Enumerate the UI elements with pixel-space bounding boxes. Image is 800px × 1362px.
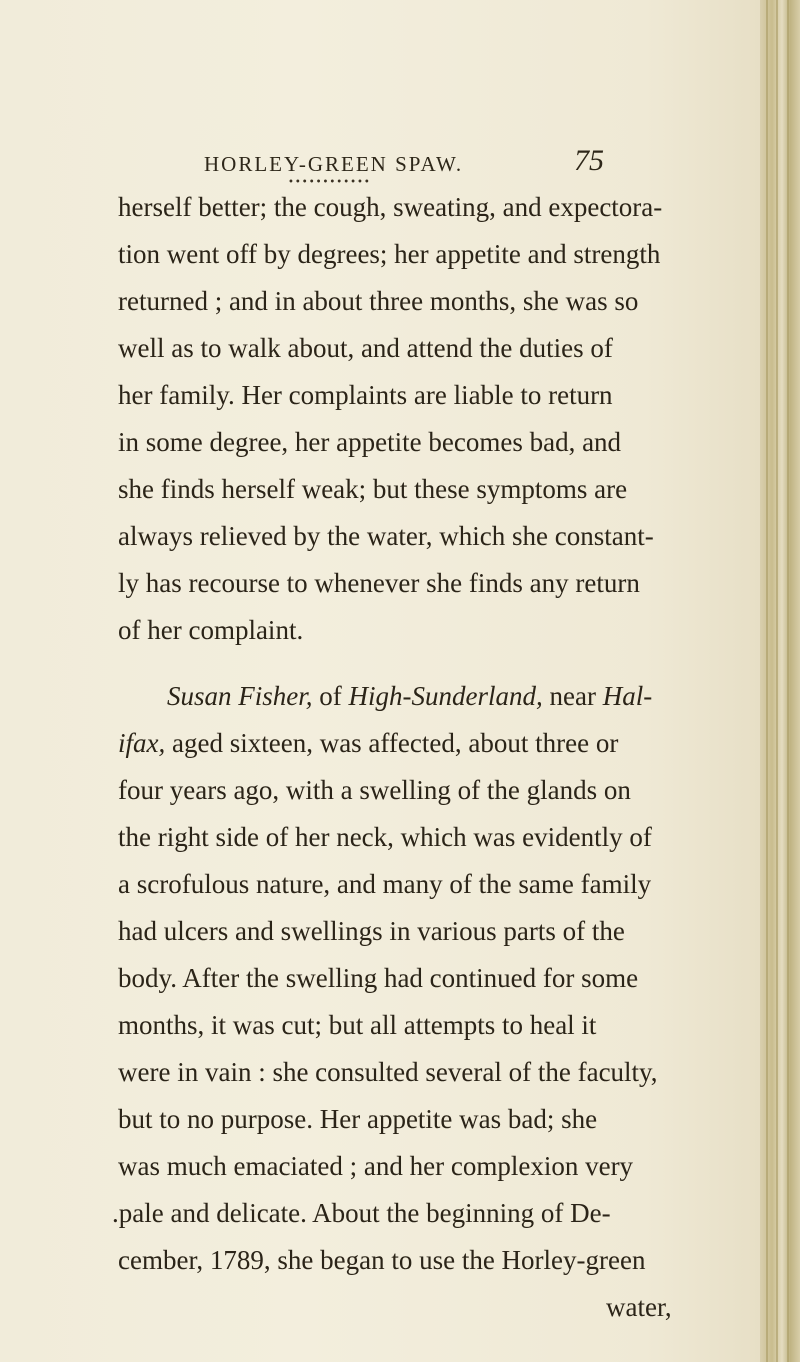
text-line: tion went off by degrees; her appetite and strength [118, 239, 661, 269]
connector-text: of [312, 681, 349, 711]
text-line: but to no purpose. Her appetite was bad; she [118, 1104, 598, 1134]
text-line: ifax, aged sixteen, was affected, about three or [118, 728, 619, 758]
text-line: .pale and delicate. About the beginning of De- [112, 1198, 611, 1228]
text-line: four years ago, with a swelling of the glands on [118, 775, 631, 805]
text-line: of her complaint. [118, 615, 304, 645]
text-line: in some degree, her appetite becomes bad, and [118, 427, 622, 457]
text-line: had ulcers and swellings in various parts of the [118, 916, 625, 946]
place-name: High-Sunderland, [348, 681, 543, 711]
text-line: cember, 1789, she began to use the Horley-green [118, 1245, 646, 1275]
text-line: herself better; the cough, sweating, and expectora- [118, 192, 663, 222]
page-header [0, 144, 760, 182]
page-number: 75 [574, 144, 604, 177]
connector-text: near [542, 681, 603, 711]
text-line: a scrofulous nature, and many of the same family [118, 869, 652, 899]
page-edge [760, 0, 800, 1362]
person-name: Susan Fisher, [167, 681, 313, 711]
catchword: water, [606, 1292, 672, 1322]
text-line: was much emaciated ; and her complexion very [118, 1151, 634, 1181]
header-ornament: •••••••••••• [288, 177, 371, 188]
running-title: HORLEY-GREEN SPAW. [204, 152, 464, 176]
text-line: returned ; and in about three months, she was so [118, 286, 639, 316]
text-line: months, it was cut; but all attempts to heal it [118, 1010, 597, 1040]
text-line: were in vain : she consulted several of the faculty, [118, 1057, 658, 1087]
town-name: Hal- [602, 681, 653, 711]
text-line: ly has recourse to whenever she finds any return [118, 568, 640, 598]
text-line: she finds herself weak; but these symptoms are [118, 474, 628, 504]
paragraph-opening-line [167, 679, 652, 713]
text-line: always relieved by the water, which she constant- [118, 521, 654, 551]
text-line: her family. Her complaints are liable to return [118, 380, 613, 410]
text-line: the right side of her neck, which was evidently of [118, 822, 652, 852]
text-line: well as to walk about, and attend the duties of [118, 333, 613, 363]
text-line: body. After the swelling had continued for some [118, 963, 639, 993]
